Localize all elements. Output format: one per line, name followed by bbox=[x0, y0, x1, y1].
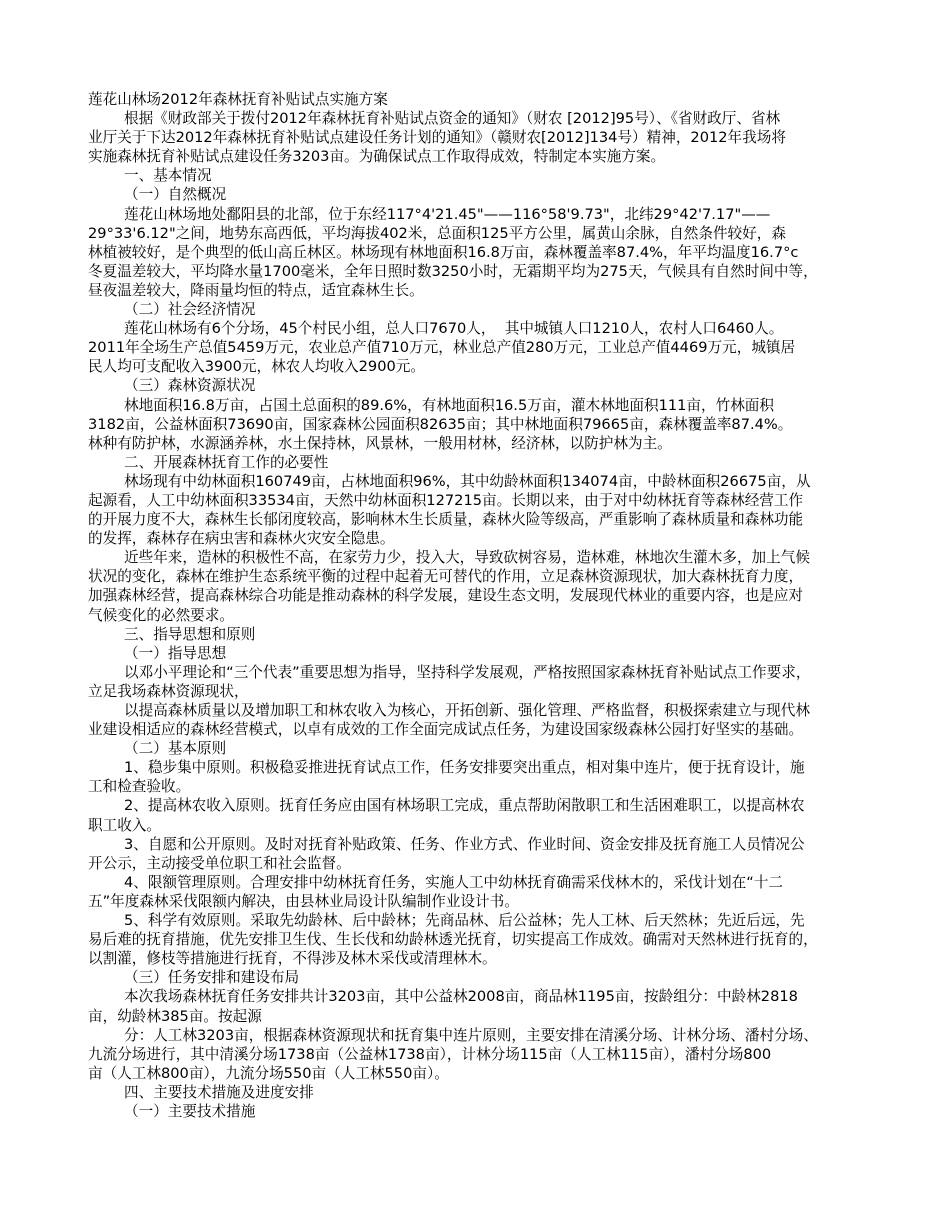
text-line: 分：人工林3203亩，根据森林资源现状和抚育集中连片原则，主要安排在清溪分场、计林分场、潘村分场、 bbox=[124, 1026, 818, 1044]
text-line: 本次我场森林抚育任务安排共计3203亩，其中公益林2008亩，商品林1195亩，按龄组分：中龄林2818 bbox=[124, 988, 798, 1006]
text-line: 业建设相适应的森林经营模式，以卓有成效的工作全面完成试点任务，为建设国家级森林公园打好坚实的基础。 bbox=[88, 721, 804, 739]
document-title: 莲花山林场2012年森林抚育补贴试点实施方案 bbox=[88, 91, 388, 108]
document-page bbox=[88, 90, 866, 1121]
text-line: 加强森林经营，提高森林综合功能是推动森林的科学发展，建设生态文明，发展现代林业的重要内容，也是应对 bbox=[88, 587, 804, 605]
text-line: 以提高森林质量以及增加职工和林农收入为核心，开拓创新、强化管理、严格监督，积极探索建立与现代林 bbox=[124, 702, 810, 719]
text-line: 的开展力度不大，森林生长郁闭度较高，影响林木生长质量，森林火险等级高，严重影响了森林质量和森林功能 bbox=[88, 511, 804, 529]
text-line: 3182亩，公益林面积73690亩，国家森林公园面积82635亩；其中林地面积79665亩，森林覆盖率87.4%。 bbox=[88, 415, 793, 433]
text-line: 2、提高林农收入原则。抚育任务应由国有林场职工完成，重点帮助闲散职工和生活困难职工，以提高林农 bbox=[124, 797, 805, 815]
text-line: 根据《财政部关于拨付2012年森林抚育补贴试点资金的通知》（财农 [2012]95号）、《省财政厅、省林 bbox=[124, 110, 781, 128]
text-line: 昼夜温差较大，降雨量均恒的特点，适宜森林生长。 bbox=[88, 281, 424, 299]
text-line: 林植被较好，是个典型的低山高丘林区。林场现有林地面积16.8万亩，森林覆盖率87.4%，年平均温度16.7°c bbox=[88, 243, 799, 261]
text-line: 气候变化的必然要求。 bbox=[88, 606, 234, 624]
text-line: （三）森林资源状况 bbox=[124, 377, 256, 395]
text-line: 亩（人工林800亩），九流分场550亩（人工林550亩）。 bbox=[88, 1064, 449, 1082]
text-line: 以邓小平理论和“三个代表”重要思想为指导，坚持科学发展观，严格按照国家森林抚育补贴试点工作要求， bbox=[124, 663, 811, 681]
text-line: 1、稳步集中原则。积极稳妥推进抚育试点工作，任务安排要突出重点，相对集中连片，便于抚育设计，施 bbox=[124, 759, 805, 777]
text-line: 二、开展森林抚育工作的必要性 bbox=[124, 453, 329, 471]
text-line: 莲花山林场有6个分场，45个村民小组，总人口7670人， 其中城镇人口1210人，农村人口6460人。 bbox=[124, 320, 784, 338]
text-line: 四、主要技术措施及进度安排 bbox=[124, 1083, 314, 1101]
text-line: 开公示，主动接受单位职工和社会监督。 bbox=[88, 854, 351, 872]
text-line: 莲花山林场地处鄱阳县的北部，位于东经117°4'21.45"——116°58'9.73"，北纬29°42'7.17"—— bbox=[124, 205, 771, 223]
text-line: 工和检查验收。 bbox=[88, 778, 191, 796]
text-line: 5、科学有效原则。采取先幼龄林、后中龄林；先商品林、后公益林；先人工林、后天然林；先近后远，先 bbox=[124, 912, 805, 930]
text-line: 3、自愿和公开原则。及时对抚育补贴政策、任务、作业方式、作业时间、资金安排及抚育施工人员情况公 bbox=[124, 835, 805, 853]
text-line: 立足我场森林资源现状， bbox=[88, 682, 249, 700]
text-line: （二）社会经济情况 bbox=[124, 301, 256, 319]
text-line: （一）自然概况 bbox=[124, 186, 227, 204]
text-line: 状况的变化，森林在维护生态系统平衡的过程中起着无可替代的作用，立足森林资源现状，加大森林抚育力度， bbox=[88, 568, 804, 586]
text-line: 2011年全场生产总值5459万元，农业总产值710万元，林业总产值280万元，工业总产值4469万元，城镇居 bbox=[88, 339, 796, 357]
text-line: 起源看，人工中幼林面积33534亩，天然中幼林面积127215亩。长期以来，由于对中幼林抚育等森林经营工作 bbox=[88, 491, 804, 509]
text-line: 一、基本情况 bbox=[124, 167, 212, 185]
text-line: 林种有防护林，水源涵养林，水土保持林，风景林，一般用材林，经济林，以防护林为主。 bbox=[88, 434, 672, 452]
text-line: 职工收入。 bbox=[88, 816, 161, 834]
text-line: 林场现有中幼林面积160749亩，占林地面积96%，其中幼龄林面积134074亩，中龄林面积26675亩，从 bbox=[124, 472, 811, 490]
text-line: 以割灌，修枝等措施进行抚育，不得涉及林木采伐或清理林木。 bbox=[88, 950, 497, 968]
text-line: 林地面积16.8万亩，占国土总面积的89.6%，有林地面积16.5万亩，灌木林地面积111亩，竹林面积 bbox=[124, 396, 774, 414]
text-line: （一）主要技术措施 bbox=[124, 1102, 256, 1120]
text-line: （一）指导思想 bbox=[124, 644, 227, 662]
text-line: 三、指导思想和原则 bbox=[124, 625, 256, 643]
text-line: 近些年来，造林的积极性不高，在家劳力少，投入大，导致砍树容易，造林难，林地次生灌木多，加上气候 bbox=[124, 549, 810, 567]
text-line: （二）基本原则 bbox=[124, 740, 227, 758]
text-line: 业厅关于下达2012年森林抚育补贴试点建设任务计划的通知》（赣财农[2012]134号）精神，2012年我场将 bbox=[88, 129, 786, 147]
text-line: 易后难的抚育措施，优先安排卫生伐、生长伐和幼龄林透光抚育，切实提高工作成效。确需对天然林进行抚育的， bbox=[88, 931, 818, 949]
text-line: 九流分场进行，其中清溪分场1738亩（公益林1738亩），计林分场115亩（人工林115亩），潘村分场800 bbox=[88, 1045, 772, 1063]
text-line: 实施森林抚育补贴试点建设任务3203亩。为确保试点工作取得成效，特制定本实施方案。 bbox=[88, 148, 666, 166]
text-line: 亩，幼龄林385亩。按起源 bbox=[88, 1007, 262, 1025]
text-line: （三）任务安排和建设布局 bbox=[124, 969, 300, 987]
text-line: 冬夏温差较大，平均降水量1700毫米，全年日照时数3250小时，无霜期平均为275天，气候具有自然时间中等， bbox=[88, 262, 818, 280]
text-line: 民人均可支配收入3900元，林农人均收入2900元。 bbox=[88, 358, 425, 376]
text-line: 29°33'6.12"之间，地势东高西低，平均海拔402米，总面积125平方公里，属黄山余脉，自然条件较好，森 bbox=[88, 224, 786, 242]
text-line: 4、限额管理原则。合理安排中幼林抚育任务，实施人工中幼林抚育确需采伐林木的，采伐计划在“十二 bbox=[124, 873, 783, 891]
text-line: 的发挥，森林存在病虫害和森林火灾安全隐患。 bbox=[88, 530, 395, 548]
text-line: 五”年度森林采伐限额内解决，由县林业局设计队编制作业设计书。 bbox=[88, 892, 519, 910]
